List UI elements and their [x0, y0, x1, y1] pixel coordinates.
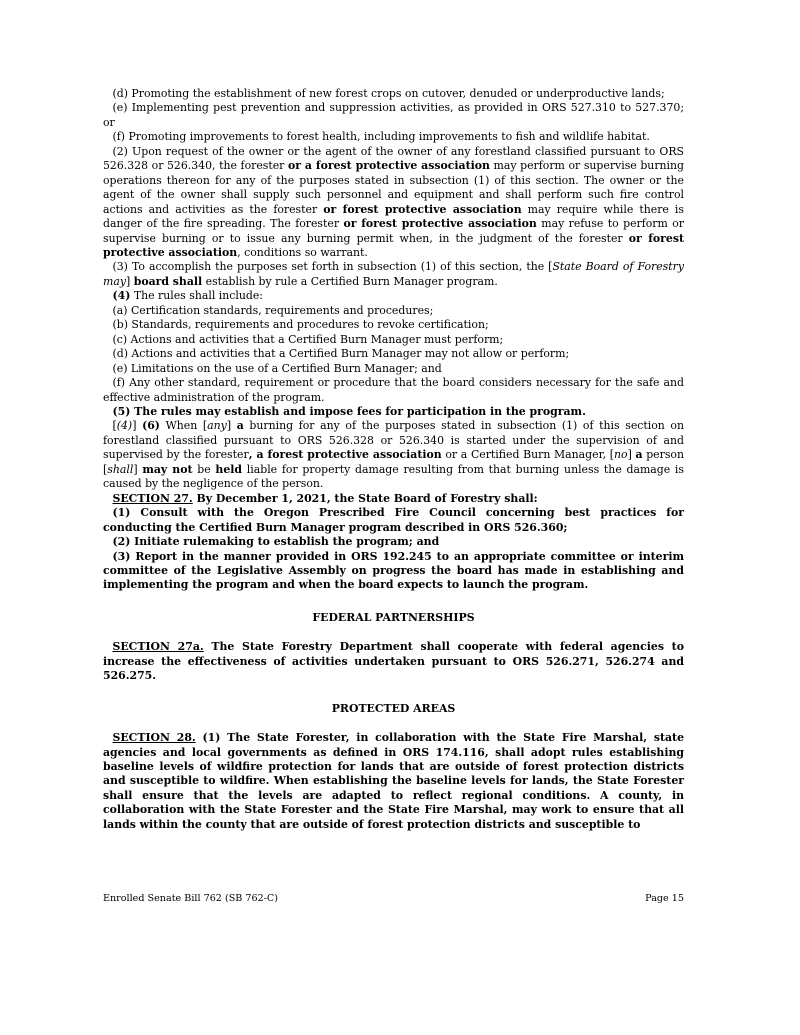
section-27-item-1: (1) Consult with the Oregon Prescribed Fire Council concerning best practices for conducting the Certified Burn Manager program described in ORS 526.360;: [103, 506, 684, 534]
document-page: [103, 87, 684, 832]
paragraph-1d: (d) Promoting the establishment of new forest crops on cutover, denuded or underproductive lands;: [112, 87, 665, 100]
section-28-label: SECTION 28.: [112, 731, 196, 745]
section-28: SECTION 28. (1) The State Forester, in collaboration with the State Fire Marshal, state agencies and local governments as defined in ORS 174.116, shall adopt rules establishing baseline levels of wildfire protection for lands that are outside of forest protection districts and susceptible to wildfire. When establishing the baseline levels for lands, the State Forester shall ensure that the levels are adapted to reflect regional conditions. A county, in collaboration with the State Forester and the State Fire Marshal, may work to ensure that all lands within the county that are outside of forest protection districts and susceptible to: [103, 731, 684, 831]
rule-item-c: (c) Actions and activities that a Certified Burn Manager must perform;: [112, 332, 504, 346]
paragraph-6: [(4)] (6) When [any] a burning for any of the purposes stated in subsection (1) of this section on forestland classified pursuant to ORS 526.328 or 526.340 is started under the supervision of and supervised by the forester, a forest protective association or a Certified Burn Manager, [no] a person [shall] may not be held liable for property damage resulting from that burning unless the damage is caused by the negligence of the person.: [103, 419, 685, 491]
paragraph-1f: (f) Promoting improvements to forest health, including improvements to fish and wildlife habitat.: [112, 130, 650, 144]
paragraph-1e: (e) Implementing pest prevention and suppression activities, as provided in ORS 527.310 to 527.370; or: [103, 101, 684, 129]
footer-page-number: Page 15: [645, 893, 684, 904]
rule-item-d: (d) Actions and activities that a Certified Burn Manager may not allow or perform;: [112, 347, 570, 361]
section-27-label: SECTION 27.: [112, 491, 193, 505]
section-27-item-3: (3) Report in the manner provided in ORS 192.245 to an appropriate committee or interim committee of the Legislative Assembly on progress the board has made in establishing and implementing the program and when the board expects to launch the program.: [103, 549, 684, 592]
paragraph-4: (4) The rules shall include:: [112, 289, 263, 303]
section-27-item-2: (2) Initiate rulemaking to establish the program; and: [112, 535, 440, 549]
rule-item-b: (b) Standards, requirements and procedures to revoke certification;: [112, 318, 489, 332]
rule-item-a: (a) Certification standards, requirements and procedures;: [112, 303, 434, 317]
page-footer: [103, 893, 684, 904]
heading-protected-areas: PROTECTED AREAS: [331, 701, 456, 715]
rule-item-f: (f) Any other standard, requirement or procedure that the board considers necessary for the safe and effective administration of the program.: [103, 376, 684, 404]
section-27-intro: SECTION 27. By December 1, 2021, the State Board of Forestry shall:: [112, 491, 538, 505]
heading-federal-partnerships: FEDERAL PARTNERSHIPS: [312, 610, 475, 624]
section-27a-label: SECTION 27a.: [112, 640, 204, 654]
section-27a: SECTION 27a. The State Forestry Department shall cooperate with federal agencies to increase the effectiveness of activities undertaken pursuant to ORS 526.271, 526.274 and 526.275.: [103, 640, 684, 683]
paragraph-5: (5) The rules may establish and impose fees for participation in the program.: [112, 404, 586, 418]
footer-bill-name: Enrolled Senate Bill 762 (SB 762-C): [103, 893, 278, 904]
paragraph-3: (3) To accomplish the purposes set forth in subsection (1) of this section, the [State Board of Forestry may] board shall establish by rule a Certified Burn Manager program.: [103, 260, 684, 288]
rule-item-e: (e) Limitations on the use of a Certified Burn Manager; and: [112, 361, 442, 375]
paragraph-2: (2) Upon request of the owner or the agent of the owner of any forestland classified pursuant to ORS 526.328 or 526.340, the forester or a forest protective association may perform or supervise burning operations thereon for any of the purposes stated in subsection (1) of this section. The owner or the agent of the owner shall supply such personnel and equipment and shall perform such fire control actions and activities as the forester or forest protective association may require while there is danger of the fire spreading. The forester or forest protective association may refuse to perform or supervise burning or to issue any burning permit when, in the judgment of the forester or forest protective association, conditions so warrant.: [103, 144, 685, 259]
